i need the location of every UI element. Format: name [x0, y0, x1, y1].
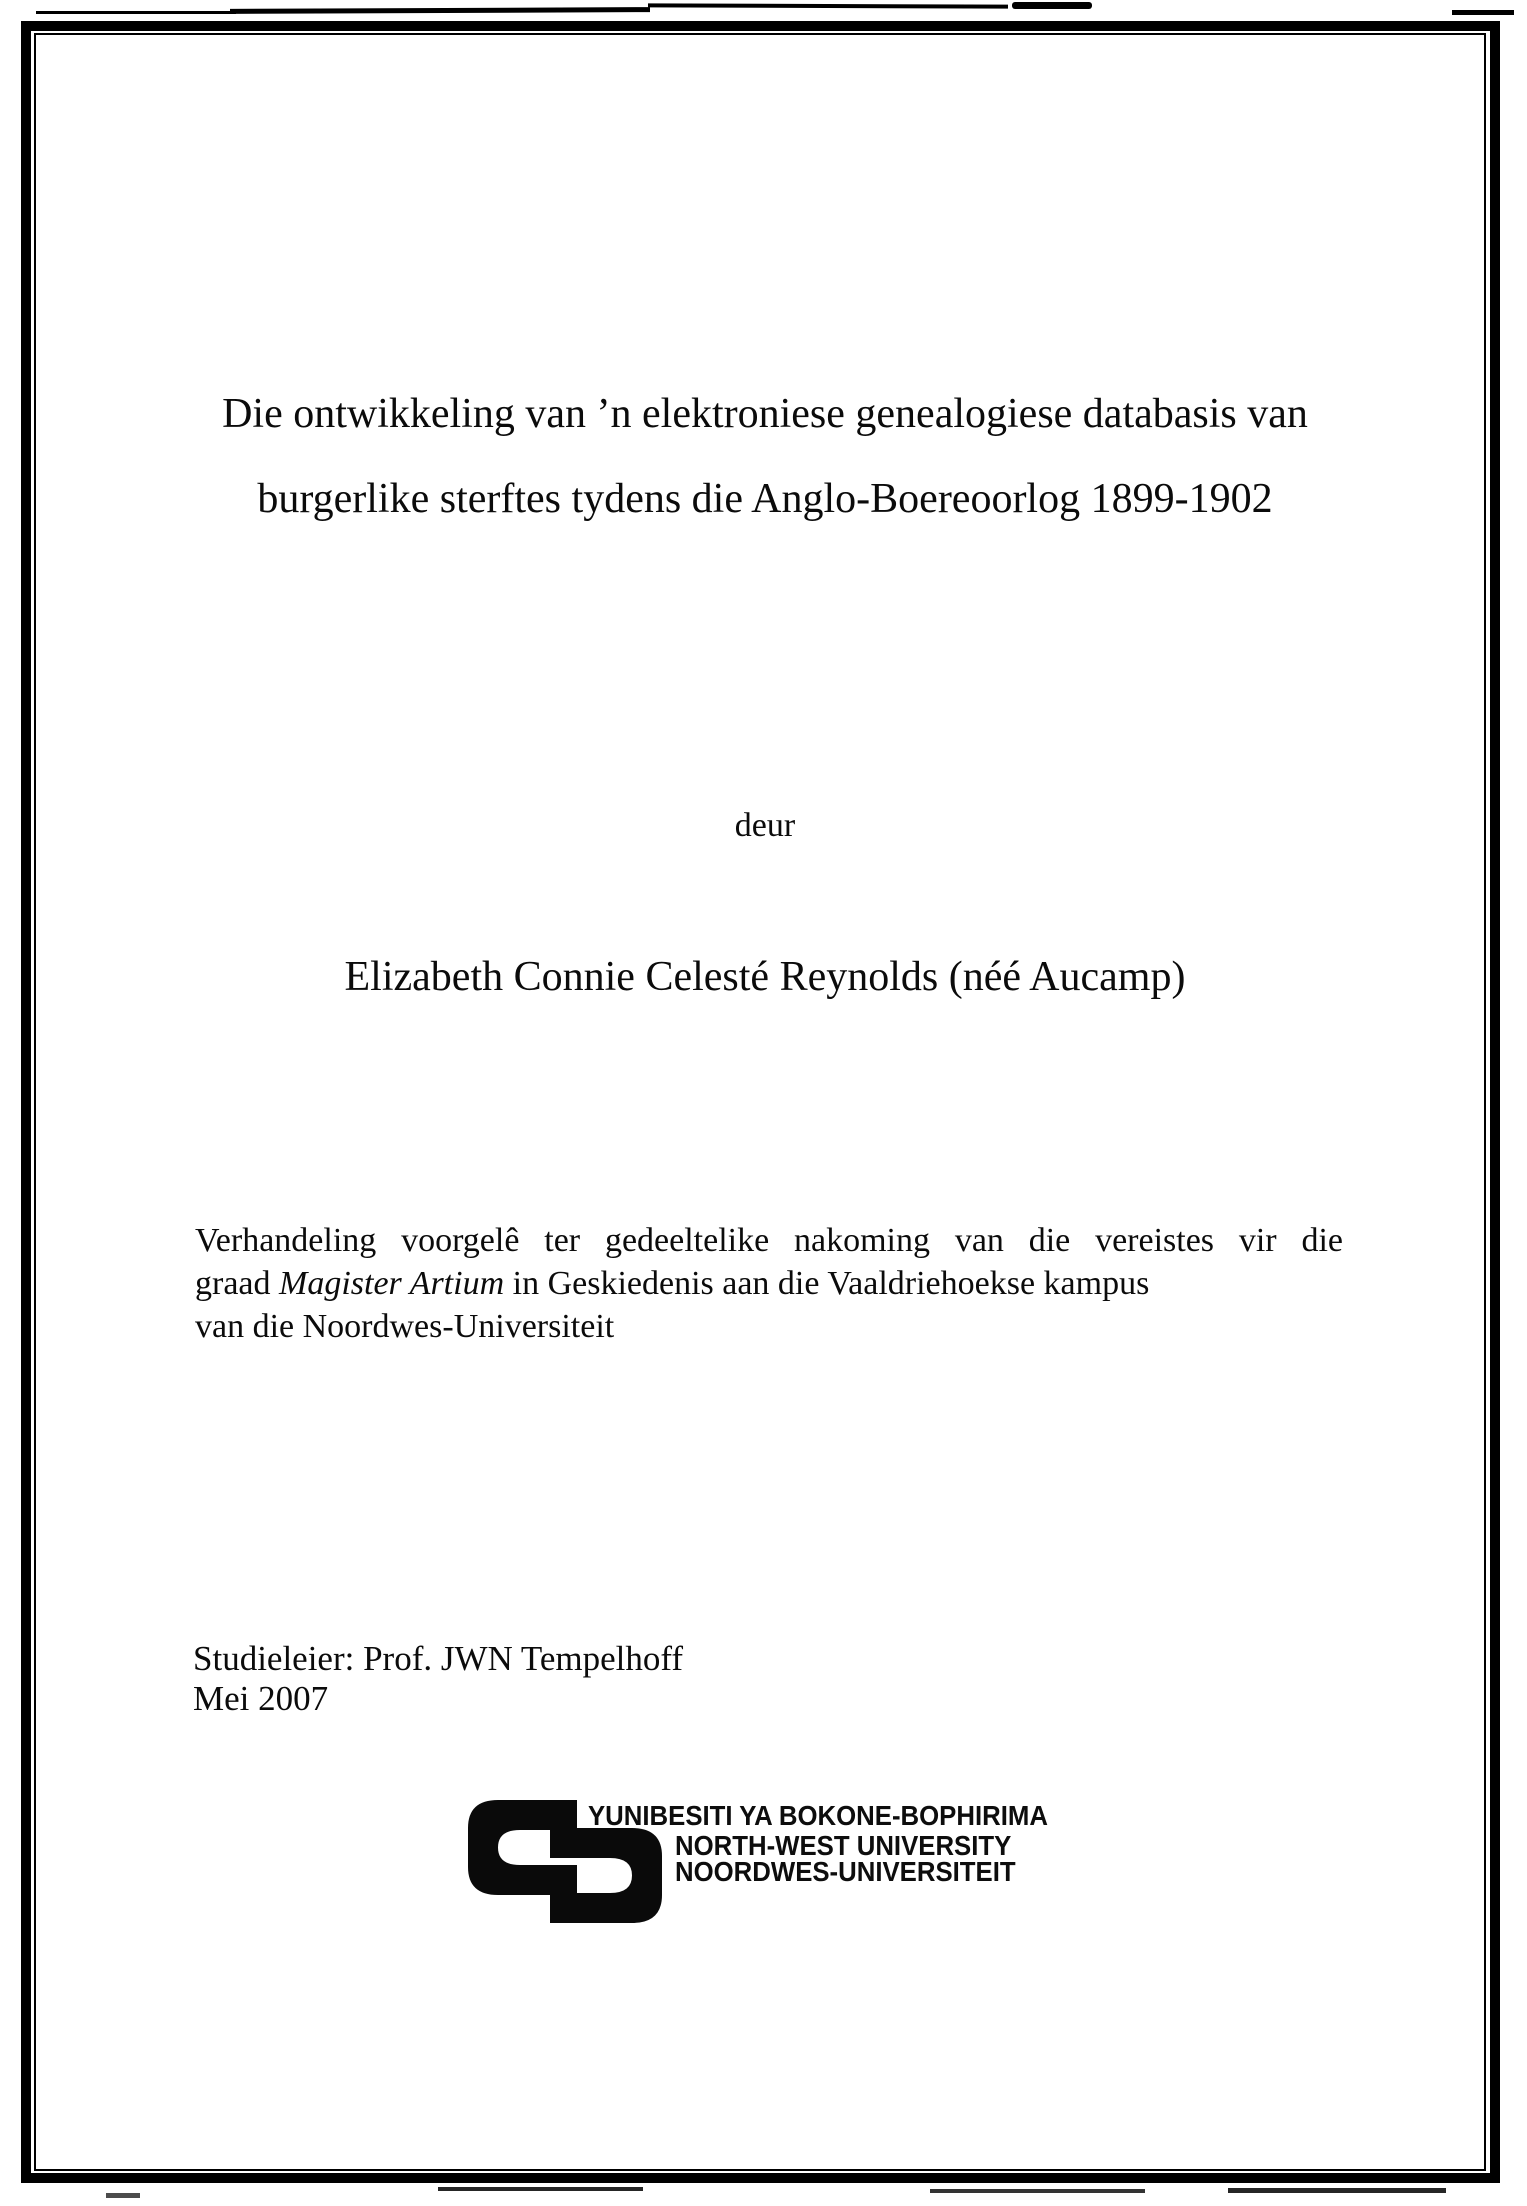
degree-statement-line2-post: in Geskiedenis aan die Vaaldriehoekse kampus [504, 1265, 1150, 1302]
scan-artifact [930, 2189, 1145, 2193]
supervisor-block [193, 1639, 683, 1719]
degree-statement-line2 [195, 1262, 1343, 1305]
supervisor-line: Studieleier: Prof. JWN Tempelhoff [193, 1639, 684, 1678]
scan-artifact [106, 2193, 140, 2198]
scan-artifact [230, 7, 650, 14]
scan-artifact [1012, 2, 1092, 9]
thesis-title-line2: burgerlike sterftes tydens die Anglo-Boereoorlog 1899-1902 [257, 476, 1273, 522]
scan-artifact [1228, 2188, 1446, 2193]
degree-statement [195, 1219, 1343, 1348]
nwu-logo [465, 1800, 1125, 1940]
date-line: Mei 2007 [193, 1679, 329, 1718]
scan-artifact [1452, 10, 1514, 15]
degree-statement-line1: Verhandeling voorgelê ter gedeeltelike nakoming van die vereistes vir die [195, 1222, 1343, 1259]
scan-artifact [36, 11, 236, 14]
degree-statement-line3: van die Noordwes-Universiteit [195, 1308, 615, 1345]
logo-text-setswana: YUNIBESITI YA BOKONE-BOPHIRIMA [588, 1800, 1048, 1831]
degree-statement-line2-pre: graad [195, 1265, 280, 1302]
degree-name-italic: Magister Artium [279, 1265, 505, 1302]
logo-text-afrikaans: NOORDWES-UNIVERSITEIT [675, 1856, 1016, 1887]
scan-artifact [438, 2187, 643, 2191]
author-name: Elizabeth Connie Celesté Reynolds (néé Aucamp) [344, 954, 1186, 1000]
scan-artifact [648, 3, 1008, 8]
byline: deur [734, 807, 796, 844]
logo-text-english: NORTH-WEST UNIVERSITY [675, 1830, 1012, 1861]
thesis-title-line1: Die ontwikkeling van ’n elektroniese genealogiese databasis van [222, 391, 1308, 437]
